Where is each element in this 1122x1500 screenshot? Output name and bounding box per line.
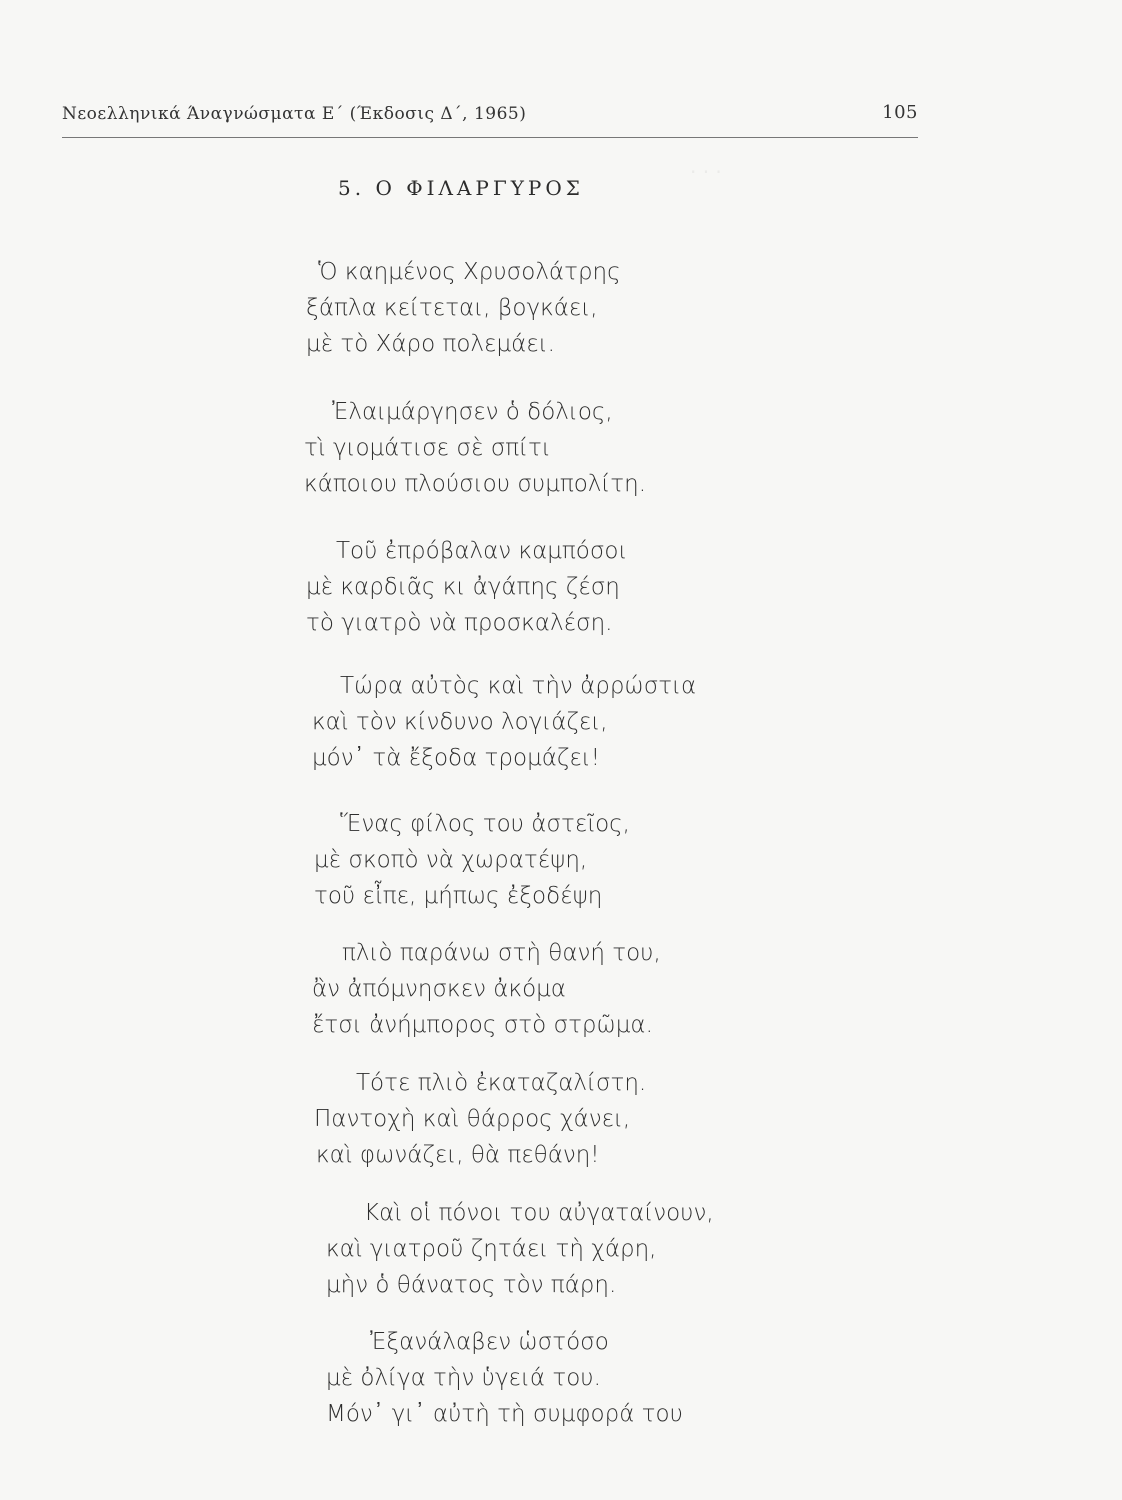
bleed-through-text: · · · xyxy=(690,160,722,184)
stanza-3 xyxy=(306,533,627,641)
verse-line: μόν᾽ τὰ ἔξοδα τρομάζει! xyxy=(312,745,600,771)
stanza-8 xyxy=(326,1195,714,1303)
verse-line: Μόν᾽ γι᾽ αὐτὴ τὴ συμφορά του xyxy=(326,1401,683,1427)
verse-line: Τότε πλιὸ ἐκαταζαλίστη. xyxy=(356,1070,647,1096)
header-rule xyxy=(62,137,918,138)
verse-line: Παντοχὴ καὶ θάρρος χάνει, xyxy=(314,1106,631,1132)
verse-line: Τώρα αὐτὸς καὶ τὴν ἀρρώστια xyxy=(340,673,697,699)
verse-line: μὲ σκοπὸ νὰ χωρατέψη, xyxy=(314,847,588,873)
header-title: Νεοελληνικά Άναγνώσματα Ε΄ (Έκδοσις Δ΄, 1965) xyxy=(62,104,527,124)
poem-title: 5. Ο ΦΙΛΑΡΓΥΡΟΣ xyxy=(338,176,584,200)
stanza-9 xyxy=(326,1324,683,1432)
verse-line: μὴν ὁ θάνατος τὸν πάρη. xyxy=(326,1272,617,1298)
verse-line: καὶ φωνάζει, θὰ πεθάνη! xyxy=(316,1142,600,1168)
verse-line: πλιὸ παράνω στὴ θανή του, xyxy=(342,940,661,966)
stanza-6 xyxy=(312,935,661,1043)
verse-line: Τοῦ ἐπρόβαλαν καμπόσοι xyxy=(336,538,628,564)
verse-line: μὲ ὀλίγα τὴν ὑγειά του. xyxy=(326,1365,601,1391)
verse-line: ἂν ἀπόμνησκεν ἀκόμα xyxy=(312,976,566,1002)
verse-line: τὶ γιομάτισε σὲ σπίτι xyxy=(304,435,551,461)
stanza-5 xyxy=(314,806,630,914)
verse-line: Καὶ οἱ πόνοι του αὐγαταίνουν, xyxy=(364,1200,714,1226)
verse-line: καὶ γιατροῦ ζητάει τὴ χάρη, xyxy=(326,1236,657,1262)
verse-line: Ἐξανάλαβεν ὡστόσο xyxy=(370,1329,609,1355)
stanza-2 xyxy=(304,394,646,502)
running-header xyxy=(62,100,920,130)
verse-line: ξάπλα κείτεται, βογκάει, xyxy=(306,295,598,321)
verse-line: Ἕνας φίλος του ἀστεῖος, xyxy=(340,811,630,837)
page-number: 105 xyxy=(882,102,918,123)
stanza-1 xyxy=(306,254,621,362)
verse-line: ἔτσι ἀνήμπορος στὸ στρῶμα. xyxy=(312,1012,653,1038)
verse-line: τοῦ εἶπε, μήπως ἐξοδέψη xyxy=(314,883,603,909)
verse-line: τὸ γιατρὸ νὰ προσκαλέση. xyxy=(306,610,613,636)
verse-line: καὶ τὸν κίνδυνο λογιάζει, xyxy=(312,709,608,735)
stanza-7 xyxy=(314,1065,646,1173)
verse-line: μὲ καρδιᾶς κι ἀγάπης ζέση xyxy=(306,574,620,600)
stanza-4 xyxy=(312,668,696,776)
verse-line: Ὁ καημένος Χρυσολάτρης xyxy=(318,259,621,285)
verse-line: μὲ τὸ Χάρο πολεμάει. xyxy=(306,331,555,357)
verse-line: Ἐλαιμάργησεν ὁ δόλιος, xyxy=(332,399,613,425)
verse-line: κάποιου πλούσιου συμπολίτη. xyxy=(304,471,647,497)
